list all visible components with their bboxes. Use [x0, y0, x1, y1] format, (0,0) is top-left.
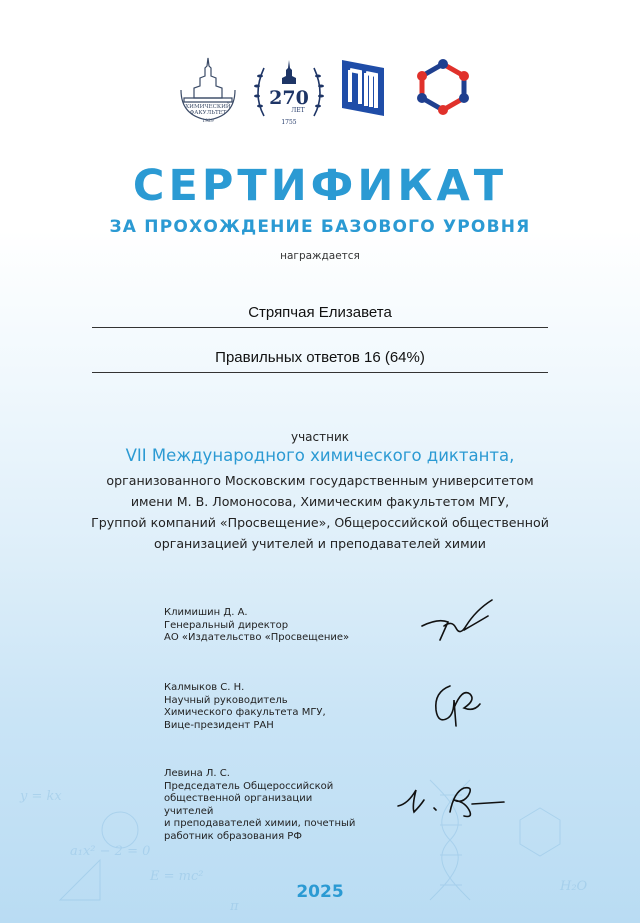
certificate-title: СЕРТИФИКАТ: [132, 161, 508, 211]
awarded-label: награждается: [280, 250, 360, 262]
signatory-title-line: и преподавателей химии, почетный: [164, 818, 356, 829]
signatory-block: [164, 768, 364, 843]
signatory-title-line: Вице-президент РАН: [164, 719, 274, 731]
description-line: организованного Московским государственным университетом: [106, 473, 534, 488]
signatory-block: [164, 607, 364, 645]
signatory-title-line: АО «Издательство «Просвещение»: [164, 632, 350, 643]
recipient-name: Стряпчая Елизавета: [92, 304, 548, 328]
signature-image: [428, 678, 484, 730]
svg-text:a₁x² − 2 = 0: a₁x² − 2 = 0: [70, 844, 151, 859]
signatory-title-line: Химического факультета МГУ,: [164, 707, 326, 718]
signatory-title-line: Председатель Общероссийской: [164, 780, 334, 792]
anniversary-word: ЛЕТ: [291, 107, 305, 114]
signatory-name: Климишин Д. А.: [164, 607, 248, 618]
signature-image: [418, 596, 500, 646]
logo-text-line2: ФАКУЛЬТЕТ: [189, 110, 227, 116]
logo-year: 1929: [202, 119, 214, 124]
anniversary-year: 1755: [281, 119, 297, 126]
certificate-subtitle: ЗА ПРОХОЖДЕНИЕ БАЗОВОГО УРОВНЯ: [109, 217, 531, 237]
signatory-title-line: работник образования РФ: [164, 830, 302, 842]
msu-270-anniversary-logo: [250, 56, 328, 128]
svg-text:y = kx: y = kx: [20, 789, 62, 804]
event-name: VII Международного химического диктанта,: [125, 446, 515, 465]
signatory-name: Калмыков С. Н.: [164, 682, 245, 693]
description-line: Группой компаний «Просвещение», Общероссийской общественной: [91, 515, 549, 530]
svg-text:E = mc²: E = mc²: [150, 869, 204, 884]
teachers-organization-logo: [412, 56, 474, 118]
svg-text:H₂O: H₂O: [560, 879, 588, 894]
signatory-title-line: Генеральный директор: [164, 619, 289, 631]
description-line: имени М. В. Ломоносова, Химическим факультетом МГУ,: [130, 494, 510, 509]
signatory-title-line: Научный руководитель: [164, 694, 288, 706]
msu-chemistry-faculty-logo: [178, 56, 238, 128]
signatory-title-line: общественной организации учителей: [164, 793, 313, 817]
participant-label: участник: [290, 430, 350, 444]
certificate-year: 2025: [296, 882, 344, 902]
logo-text-line1: ХИМИЧЕСКИЙ: [185, 104, 231, 110]
prosveshchenie-logo: [340, 56, 386, 120]
result-line: Правильных ответов 16 (64%): [92, 349, 548, 373]
svg-text:π: π: [230, 899, 239, 914]
organizers-description: [60, 470, 580, 554]
signature-image: [394, 776, 506, 822]
signatory-name: Левина Л. С.: [164, 768, 230, 779]
description-line: организацией учителей и преподавателей химии: [154, 536, 486, 551]
signatory-block: [164, 682, 364, 732]
logo-row: [0, 56, 640, 128]
anniversary-number: 270: [269, 87, 309, 109]
